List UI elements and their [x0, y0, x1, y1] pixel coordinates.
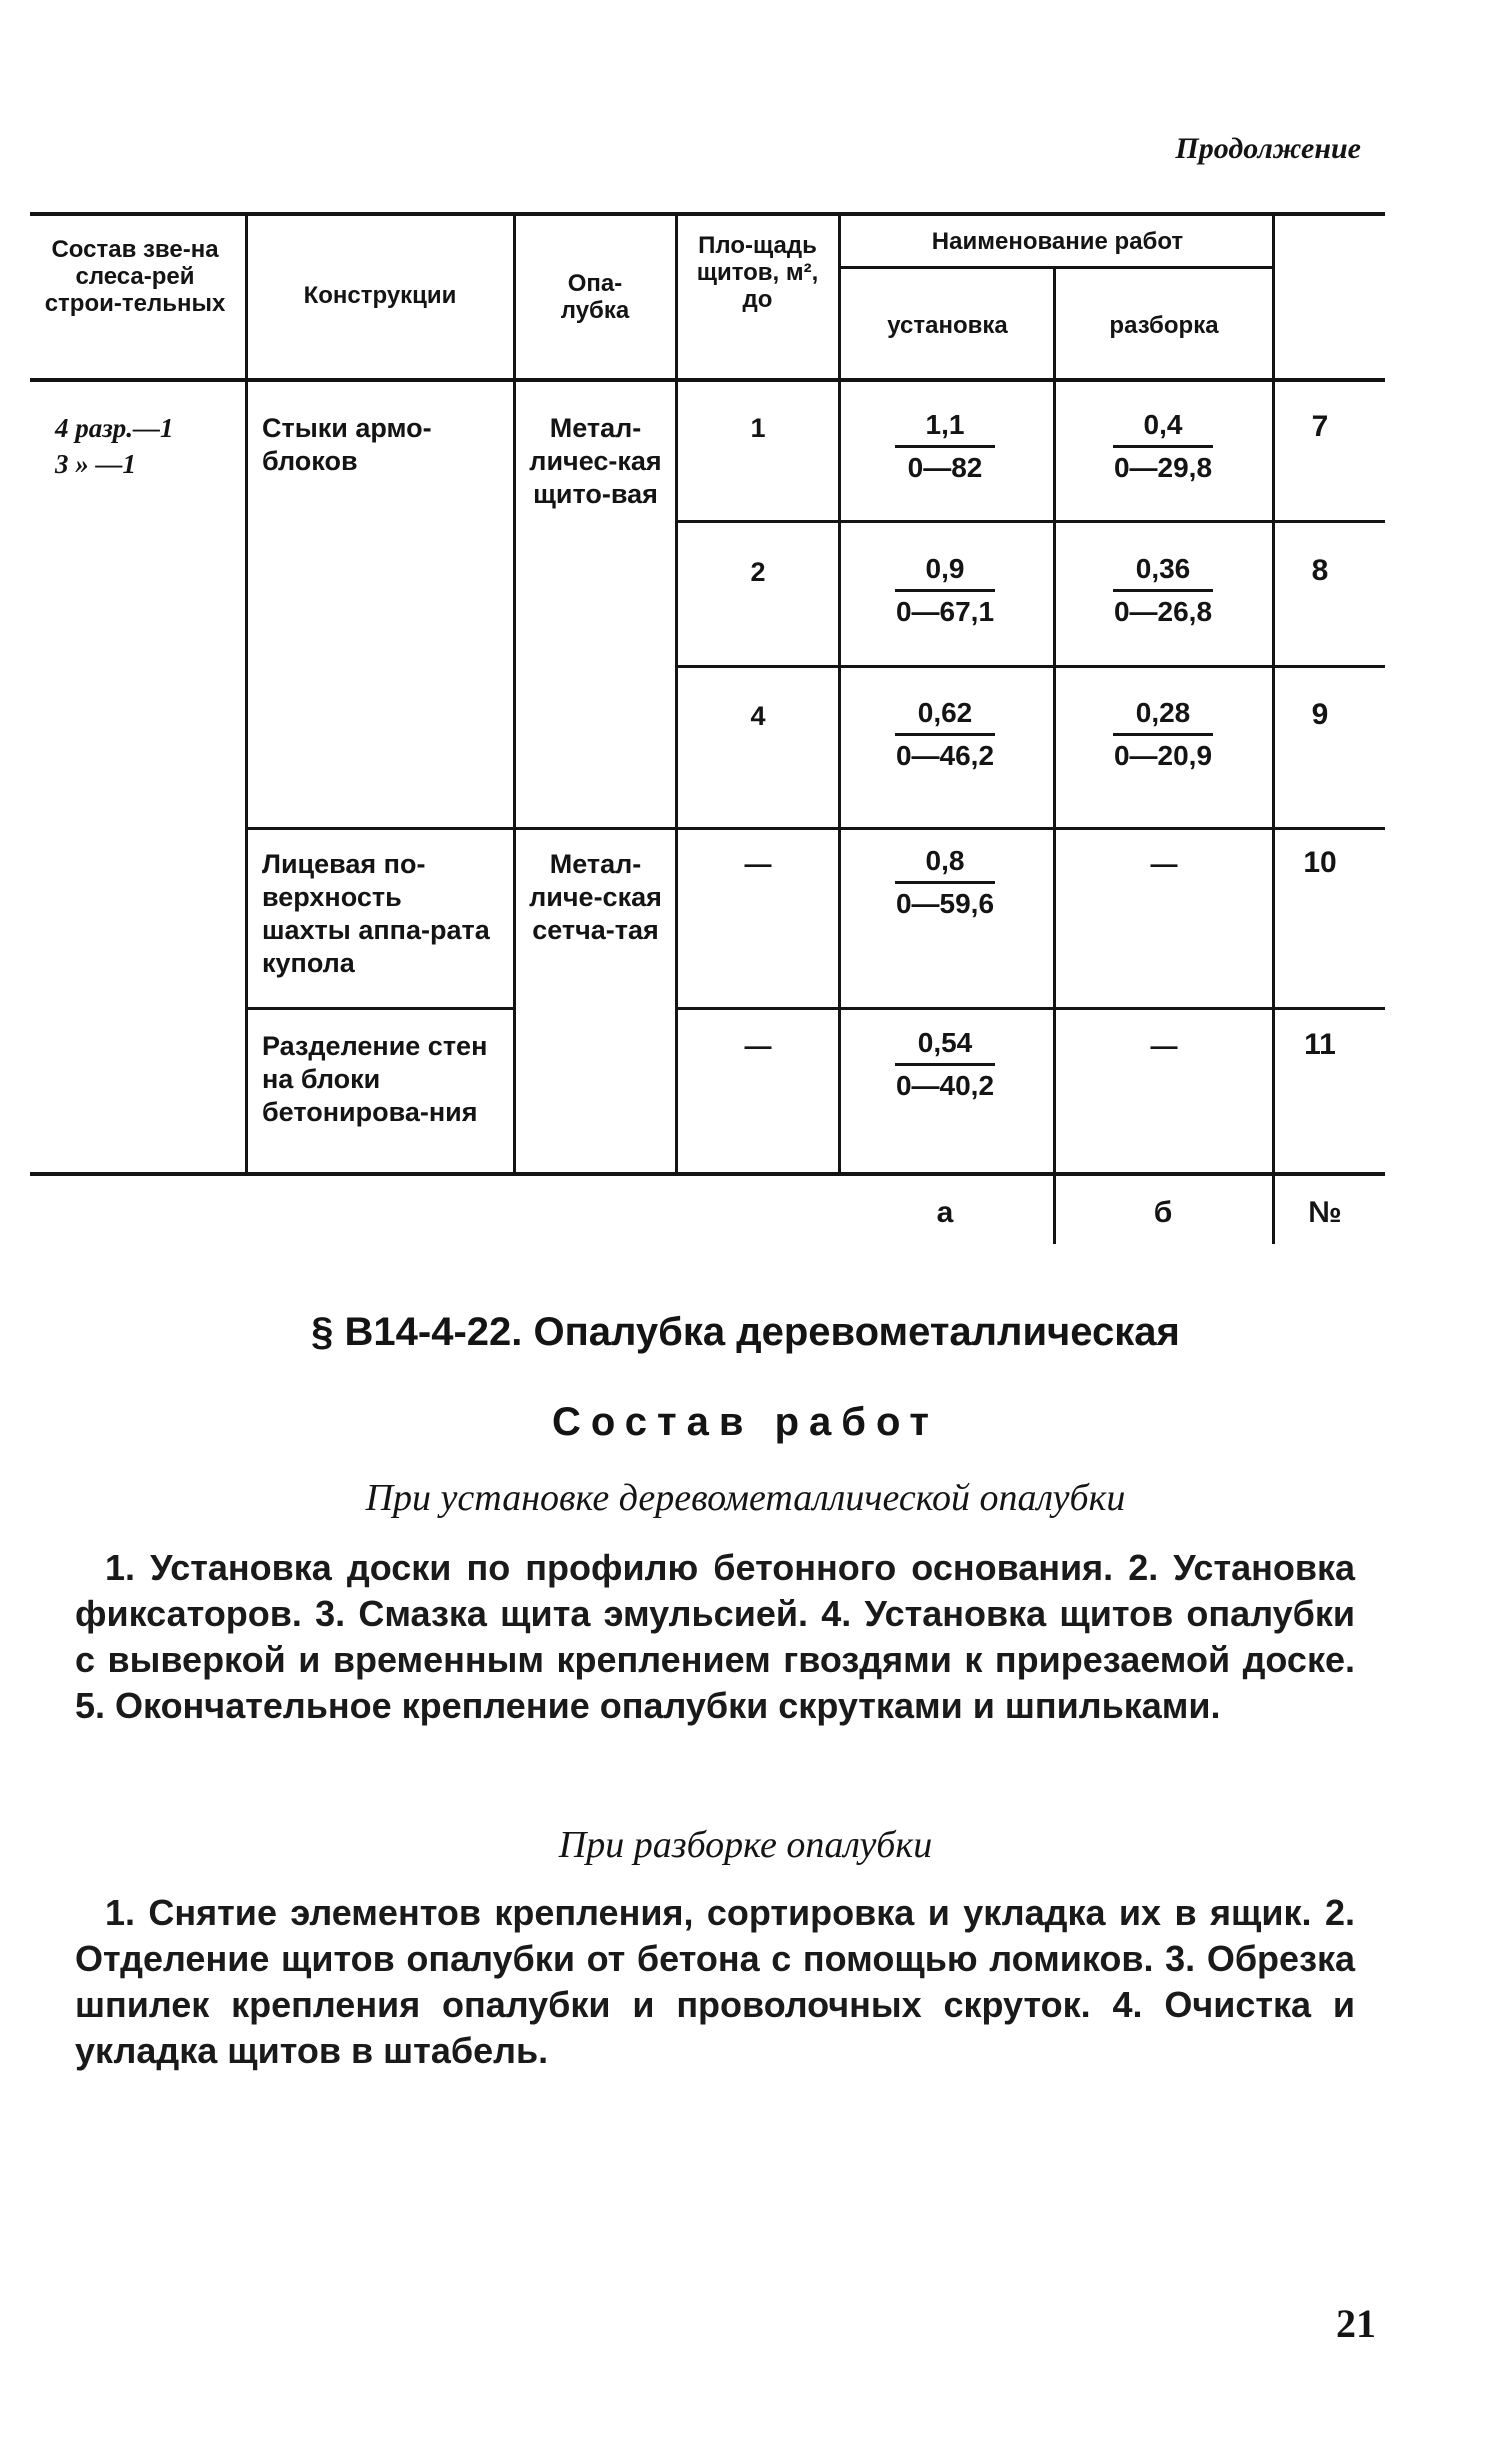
- row-divider-1: [675, 520, 1385, 523]
- header-dismantle: разборка: [1109, 312, 1219, 339]
- install-row-2: [850, 549, 1040, 632]
- install-heading: При установке деревометаллической опалубки: [365, 1477, 1126, 1519]
- table-bottom-border: [30, 1172, 1385, 1176]
- install-den-3: 0—46,2: [895, 740, 995, 771]
- area-row-5: —: [744, 1031, 772, 1061]
- install-row-4: [850, 841, 1040, 924]
- install-num-1: 1,1: [925, 409, 965, 440]
- row-number-8: 8: [1311, 554, 1329, 587]
- header-install: установка: [887, 312, 1008, 339]
- dismantle-row-3: [1063, 693, 1263, 776]
- install-num-3: 0,62: [917, 697, 973, 728]
- dismantle-num-3: 0,28: [1135, 697, 1191, 728]
- install-den-2: 0—67,1: [895, 596, 995, 627]
- dismantle-den-2: 0—26,8: [1113, 596, 1213, 627]
- col-line-5-foot: [1053, 1174, 1056, 1244]
- formwork-cell-1: Метал-личес-кая щито-вая: [529, 413, 662, 509]
- install-row-1: [850, 405, 1040, 488]
- area-row-1: 1: [750, 413, 766, 443]
- col-line-4: [838, 212, 841, 1174]
- row-divider-4: [245, 1007, 515, 1010]
- install-den-1: 0—82: [907, 452, 983, 483]
- continuation-label: Продолжение: [1175, 132, 1361, 165]
- col-line-1: [245, 212, 248, 1174]
- header-works: Наименование работ: [931, 228, 1184, 255]
- row-number-9: 9: [1311, 698, 1329, 731]
- area-row-2: 2: [750, 557, 766, 587]
- table-top-border: [30, 212, 1385, 216]
- column-footer-b: б: [1153, 1196, 1173, 1229]
- col-line-2: [513, 212, 516, 1174]
- column-footer-a: а: [936, 1196, 954, 1229]
- dismantle-row-5: —: [1150, 1031, 1178, 1061]
- header-structures: Конструкции: [303, 282, 457, 309]
- install-num-4: 0,8: [925, 845, 965, 876]
- header-bottom-border: [30, 378, 1385, 382]
- dismantle-heading: При разборке опалубки: [558, 1824, 933, 1866]
- dismantle-row-4: —: [1150, 849, 1178, 879]
- col-line-5: [1053, 266, 1056, 1174]
- dismantle-num-1: 0,4: [1143, 409, 1183, 440]
- install-row-5: [850, 1023, 1040, 1106]
- crew-row-2: 3 » —1: [55, 449, 136, 479]
- dismantle-paragraph: 1. Снятие элементов крепления, сортировка и укладка их в ящик. 2. Отделение щитов опалубки от бетона с помощью ломиков. 3. Обрезка шпилек крепления опалубки и проволочных скруток. 4. Очистка и укладка щитов в штабель.: [75, 1892, 1355, 2071]
- page-number: 21: [1336, 2301, 1376, 2346]
- install-row-3: [850, 693, 1040, 776]
- header-crew: Состав зве-на слеса-рей строи-тельных: [44, 236, 226, 317]
- install-num-2: 0,9: [925, 553, 965, 584]
- col-line-6-foot: [1272, 1174, 1275, 1244]
- header-formwork: Опа-лубка: [560, 270, 630, 324]
- col-line-6: [1272, 212, 1275, 1174]
- dismantle-den-3: 0—20,9: [1113, 740, 1213, 771]
- structure-cell-3: Разделение стен на блоки бетонирова-ния: [262, 1031, 488, 1127]
- row-divider-2: [675, 665, 1385, 668]
- install-den-4: 0—59,6: [895, 888, 995, 919]
- dismantle-row-2: [1063, 549, 1263, 632]
- section-title: § В14-4-22. Опалубка деревометаллическая: [311, 1310, 1180, 1354]
- install-paragraph: 1. Установка доски по профилю бетонного основания. 2. Установка фиксаторов. 3. Смазка щита эмульсией. 4. Установка щитов опалубки с выверкой и временным креплением гвоздями к прирезаемой доске. 5. Окончательное крепление опалубки скрутками и шпильками.: [75, 1547, 1355, 1726]
- formwork-cell-2: Метал-личе-ская сетча-тая: [529, 849, 662, 945]
- works-header-divider: [838, 266, 1275, 269]
- column-footer-no: №: [1308, 1196, 1342, 1229]
- install-num-5: 0,54: [917, 1027, 973, 1058]
- row-number-10: 10: [1303, 846, 1337, 879]
- dismantle-row-1: [1063, 405, 1263, 488]
- row-number-11: 11: [1304, 1028, 1336, 1061]
- structure-cell-2: Лицевая по-верхность шахты аппа-рата купола: [262, 849, 490, 978]
- install-den-5: 0—40,2: [895, 1070, 995, 1101]
- area-row-4: —: [744, 849, 772, 879]
- row-divider-3: [245, 827, 1385, 830]
- row-number-7: 7: [1311, 410, 1329, 443]
- section-subtitle: Состав работ: [552, 1400, 939, 1444]
- header-area: Пло-щадь щитов, м², до: [696, 232, 819, 313]
- crew-row-1: 4 разр.—1: [55, 413, 174, 443]
- area-row-3: 4: [750, 701, 766, 731]
- dismantle-den-1: 0—29,8: [1113, 452, 1213, 483]
- dismantle-num-2: 0,36: [1135, 553, 1191, 584]
- row-divider-4b: [675, 1007, 1385, 1010]
- structure-cell-1: Стыки армо-блоков: [262, 413, 432, 476]
